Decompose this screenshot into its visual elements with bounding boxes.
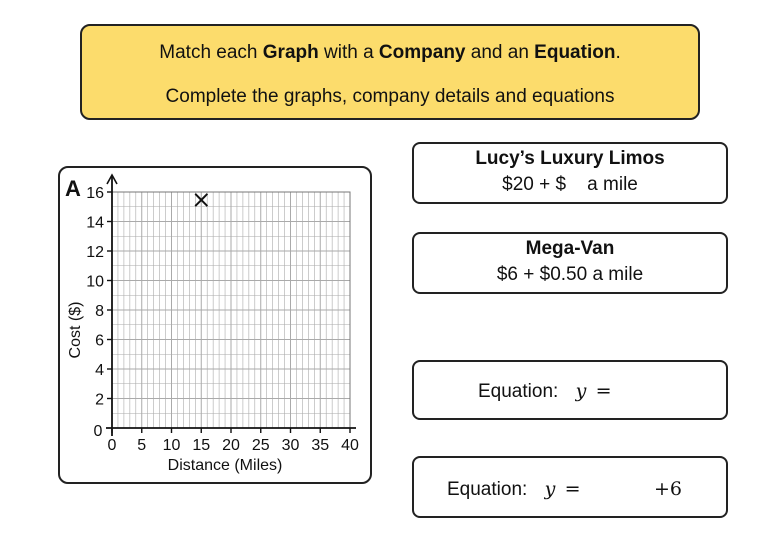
- equation-equals: =: [595, 380, 612, 402]
- graph-label: A: [65, 176, 81, 201]
- x-tick-label: 0: [107, 437, 117, 454]
- origin-label: 0: [93, 423, 103, 440]
- instruction-banner: [80, 24, 700, 120]
- instruction-text: Match each: [159, 42, 263, 63]
- x-tick-label: 25: [251, 437, 270, 454]
- y-tick-label: 6: [95, 332, 104, 350]
- equation-equals: =: [564, 478, 581, 500]
- equation-lhs: y: [575, 380, 587, 402]
- equation-constant: +6: [654, 478, 683, 500]
- equation-card-1: [412, 360, 728, 420]
- x-tick-label: 15: [192, 437, 211, 454]
- x-tick-label: 5: [137, 437, 147, 454]
- instruction-text: and an: [465, 42, 535, 63]
- company-name: Lucy’s Luxury Limos: [475, 148, 665, 169]
- graph-a-svg: [60, 168, 374, 486]
- x-tick-label: 20: [222, 437, 240, 454]
- company-card-megavan: [412, 232, 728, 294]
- y-tick-label: 14: [86, 214, 104, 232]
- plotted-point-cross: ×: [191, 185, 212, 214]
- y-tick-label: 8: [95, 303, 104, 320]
- y-tick-label: 2: [95, 391, 104, 409]
- equation-lhs: y: [544, 478, 556, 500]
- company-pricing: $6 + $0.50 a mile: [496, 264, 644, 285]
- equation-label: Equation:: [478, 381, 559, 402]
- instruction-line-1: [82, 42, 698, 64]
- equation-card-2: [412, 456, 728, 518]
- company-name: Mega-Van: [525, 238, 615, 259]
- instruction-text: with a: [318, 42, 379, 63]
- x-tick-label: 10: [162, 437, 181, 454]
- instruction-line-2: Complete the graphs, company details and equations: [165, 86, 615, 107]
- y-tick-label: 4: [95, 362, 104, 379]
- instruction-keyword: Company: [378, 42, 466, 63]
- y-tick-label: 10: [86, 273, 104, 291]
- x-tick-label: 35: [311, 437, 330, 454]
- y-tick-label: 12: [86, 244, 104, 261]
- y-axis-title: Cost ($): [67, 301, 84, 359]
- equation-label: Equation:: [447, 479, 528, 500]
- company-pricing: $20 + $ a mile: [502, 174, 638, 195]
- x-tick-label: 40: [341, 437, 359, 454]
- graph-a-card: [58, 166, 372, 484]
- instruction-text: .: [615, 42, 621, 63]
- y-tick-label: 16: [86, 185, 104, 202]
- company-card-lucy: [412, 142, 728, 204]
- x-axis-title: Distance (Miles): [167, 457, 283, 474]
- instruction-keyword: Graph: [262, 42, 319, 63]
- x-tick-label: 30: [281, 437, 300, 454]
- instruction-keyword: Equation: [534, 42, 616, 63]
